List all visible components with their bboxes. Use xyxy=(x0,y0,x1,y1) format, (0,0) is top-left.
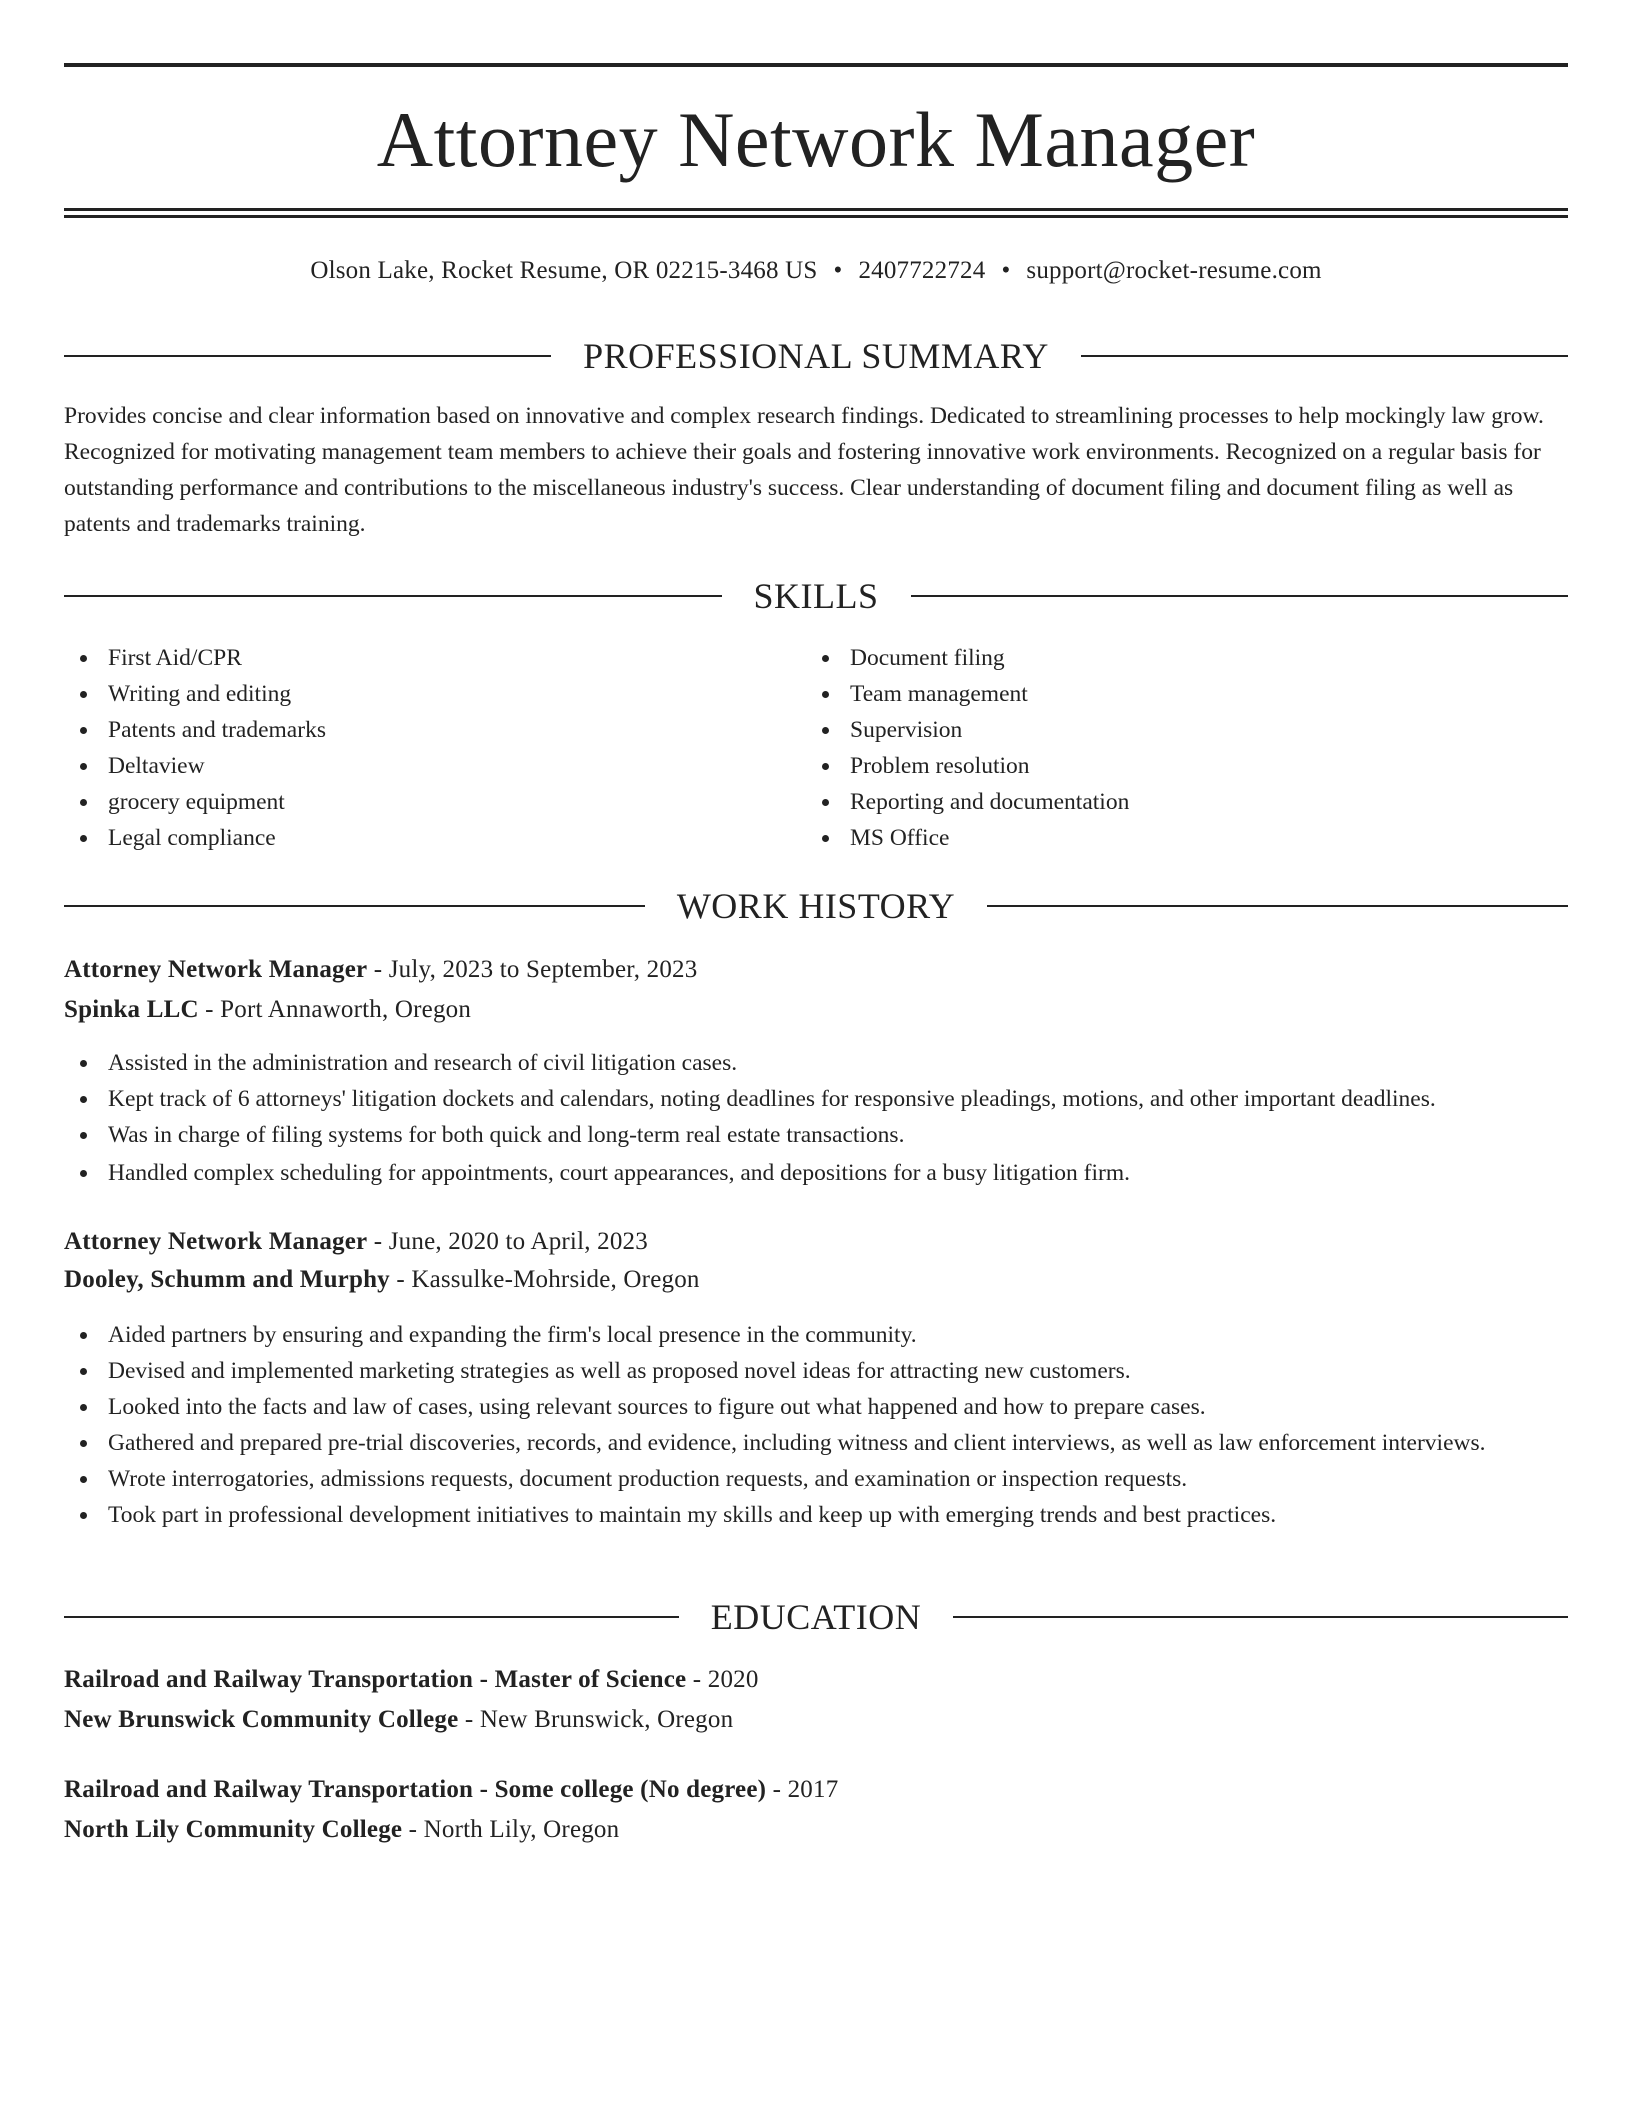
job-bullet: Kept track of 6 attorneys' litigation dockets and calendars, noting deadlines for responsive pleadings, motions, and other important deadlines. xyxy=(64,1081,1568,1117)
skill-item: Reporting and documentation xyxy=(806,784,1506,820)
work-heading-text: WORK HISTORY xyxy=(676,886,956,926)
heading-rule-left xyxy=(64,355,551,357)
skill-item: Deltaview xyxy=(64,748,764,784)
skill-item: grocery equipment xyxy=(64,784,764,820)
header-double-rule-upper xyxy=(64,208,1568,211)
job-company: Spinka LLC xyxy=(64,996,199,1023)
contact-line xyxy=(64,254,1568,288)
education-year: - 2020 xyxy=(692,1666,759,1693)
heading-rule-right xyxy=(987,905,1568,907)
job-bullet: Aided partners by ensuring and expanding the firm's local presence in the community. xyxy=(64,1317,1568,1353)
heading-rule-right xyxy=(1081,355,1568,357)
job-bullet: Devised and implemented marketing strategies as well as proposed novel ideas for attracting new customers. xyxy=(64,1353,1568,1389)
job-bullets xyxy=(64,1045,1568,1191)
job-location: - Port Annaworth, Oregon xyxy=(205,996,472,1023)
education-degree: Railroad and Railway Transportation - Master of Science xyxy=(64,1666,687,1693)
education-school: North Lily Community College xyxy=(64,1816,403,1843)
education-school: New Brunswick Community College xyxy=(64,1706,459,1733)
top-rule xyxy=(64,63,1568,67)
job-title: Attorney Network Manager xyxy=(64,956,368,983)
header-double-rule-lower xyxy=(64,215,1568,218)
education-year: - 2017 xyxy=(772,1776,839,1803)
summary-heading-text: PROFESSIONAL SUMMARY xyxy=(583,336,1049,376)
skills-list-right xyxy=(806,640,1506,856)
education-heading-text: EDUCATION xyxy=(710,1597,922,1637)
education-location: - New Brunswick, Oregon xyxy=(464,1706,734,1733)
skill-item: Problem resolution xyxy=(806,748,1506,784)
heading-rule-left xyxy=(64,905,645,907)
contact-address: Olson Lake, Rocket Resume, OR 02215-3468 US xyxy=(310,257,818,284)
education-degree: Railroad and Railway Transportation - Some college (No degree) xyxy=(64,1776,767,1803)
skill-item: Document filing xyxy=(806,640,1506,676)
skill-item: Patents and trademarks xyxy=(64,712,764,748)
job-bullet: Gathered and prepared pre-trial discoveries, records, and evidence, including witness and client interviews, as well as law enforcement interviews. xyxy=(64,1425,1568,1461)
contact-email: support@rocket-resume.com xyxy=(1026,257,1322,284)
job-bullet: Was in charge of filing systems for both quick and long-term real estate transactions. xyxy=(64,1117,1568,1153)
job-bullet: Assisted in the administration and research of civil litigation cases. xyxy=(64,1045,1568,1081)
heading-rule-left xyxy=(64,1616,679,1618)
skills-list-left xyxy=(64,640,764,856)
heading-rule-right xyxy=(911,595,1569,597)
skill-item: MS Office xyxy=(806,820,1506,856)
education-degree-line xyxy=(64,1772,1568,1808)
contact-separator: • xyxy=(1001,257,1011,284)
resume-name: Attorney Network Manager xyxy=(376,96,1256,183)
job-dates: - June, 2020 to April, 2023 xyxy=(373,1228,648,1255)
job-bullet: Looked into the facts and law of cases, using relevant sources to figure out what happened and how to prepare cases. xyxy=(64,1389,1568,1425)
job-company-line xyxy=(64,1262,1568,1298)
job-location: - Kassulke-Mohrside, Oregon xyxy=(396,1266,700,1293)
job-company: Dooley, Schumm and Murphy xyxy=(64,1266,390,1293)
job-bullet: Wrote interrogatories, admissions requests, document production requests, and examination or inspection requests. xyxy=(64,1461,1568,1497)
contact-phone: 2407722724 xyxy=(858,257,986,284)
job-title-line xyxy=(64,952,1568,988)
skills-section-heading xyxy=(64,576,1568,616)
education-school-line xyxy=(64,1812,1568,1848)
job-dates: - July, 2023 to September, 2023 xyxy=(373,956,698,983)
summary-section-heading xyxy=(64,336,1568,376)
skill-item: Supervision xyxy=(806,712,1506,748)
skill-item: Writing and editing xyxy=(64,676,764,712)
education-degree-line xyxy=(64,1662,1568,1698)
job-bullet: Handled complex scheduling for appointments, court appearances, and depositions for a busy litigation firm. xyxy=(64,1155,1568,1191)
job-title-line xyxy=(64,1224,1568,1260)
skills-heading-text: SKILLS xyxy=(753,576,879,616)
job-bullet: Took part in professional development initiatives to maintain my skills and keep up with emerging trends and best practices. xyxy=(64,1497,1568,1533)
contact-separator: • xyxy=(833,257,843,284)
heading-rule-left xyxy=(64,595,722,597)
education-section-heading xyxy=(64,1597,1568,1637)
job-bullets xyxy=(64,1317,1568,1533)
education-location: - North Lily, Oregon xyxy=(408,1816,620,1843)
work-section-heading xyxy=(64,886,1568,926)
education-school-line xyxy=(64,1702,1568,1738)
skill-item: Legal compliance xyxy=(64,820,764,856)
job-company-line xyxy=(64,992,1568,1028)
summary-paragraph: Provides concise and clear information based on innovative and complex research findings. Dedicated to streamlining processes to help mockingly law grow. Recognized for motivating management team members to achieve their goals and fostering innovative work environments. Recognized on a regular basis for outstanding performance and contributions to the miscellaneous industry's success. Clear understanding of document filing and document filing as well as patents and trademarks training. xyxy=(64,403,1544,537)
skill-item: Team management xyxy=(806,676,1506,712)
heading-rule-right xyxy=(953,1616,1568,1618)
skill-item: First Aid/CPR xyxy=(64,640,764,676)
job-title: Attorney Network Manager xyxy=(64,1228,368,1255)
